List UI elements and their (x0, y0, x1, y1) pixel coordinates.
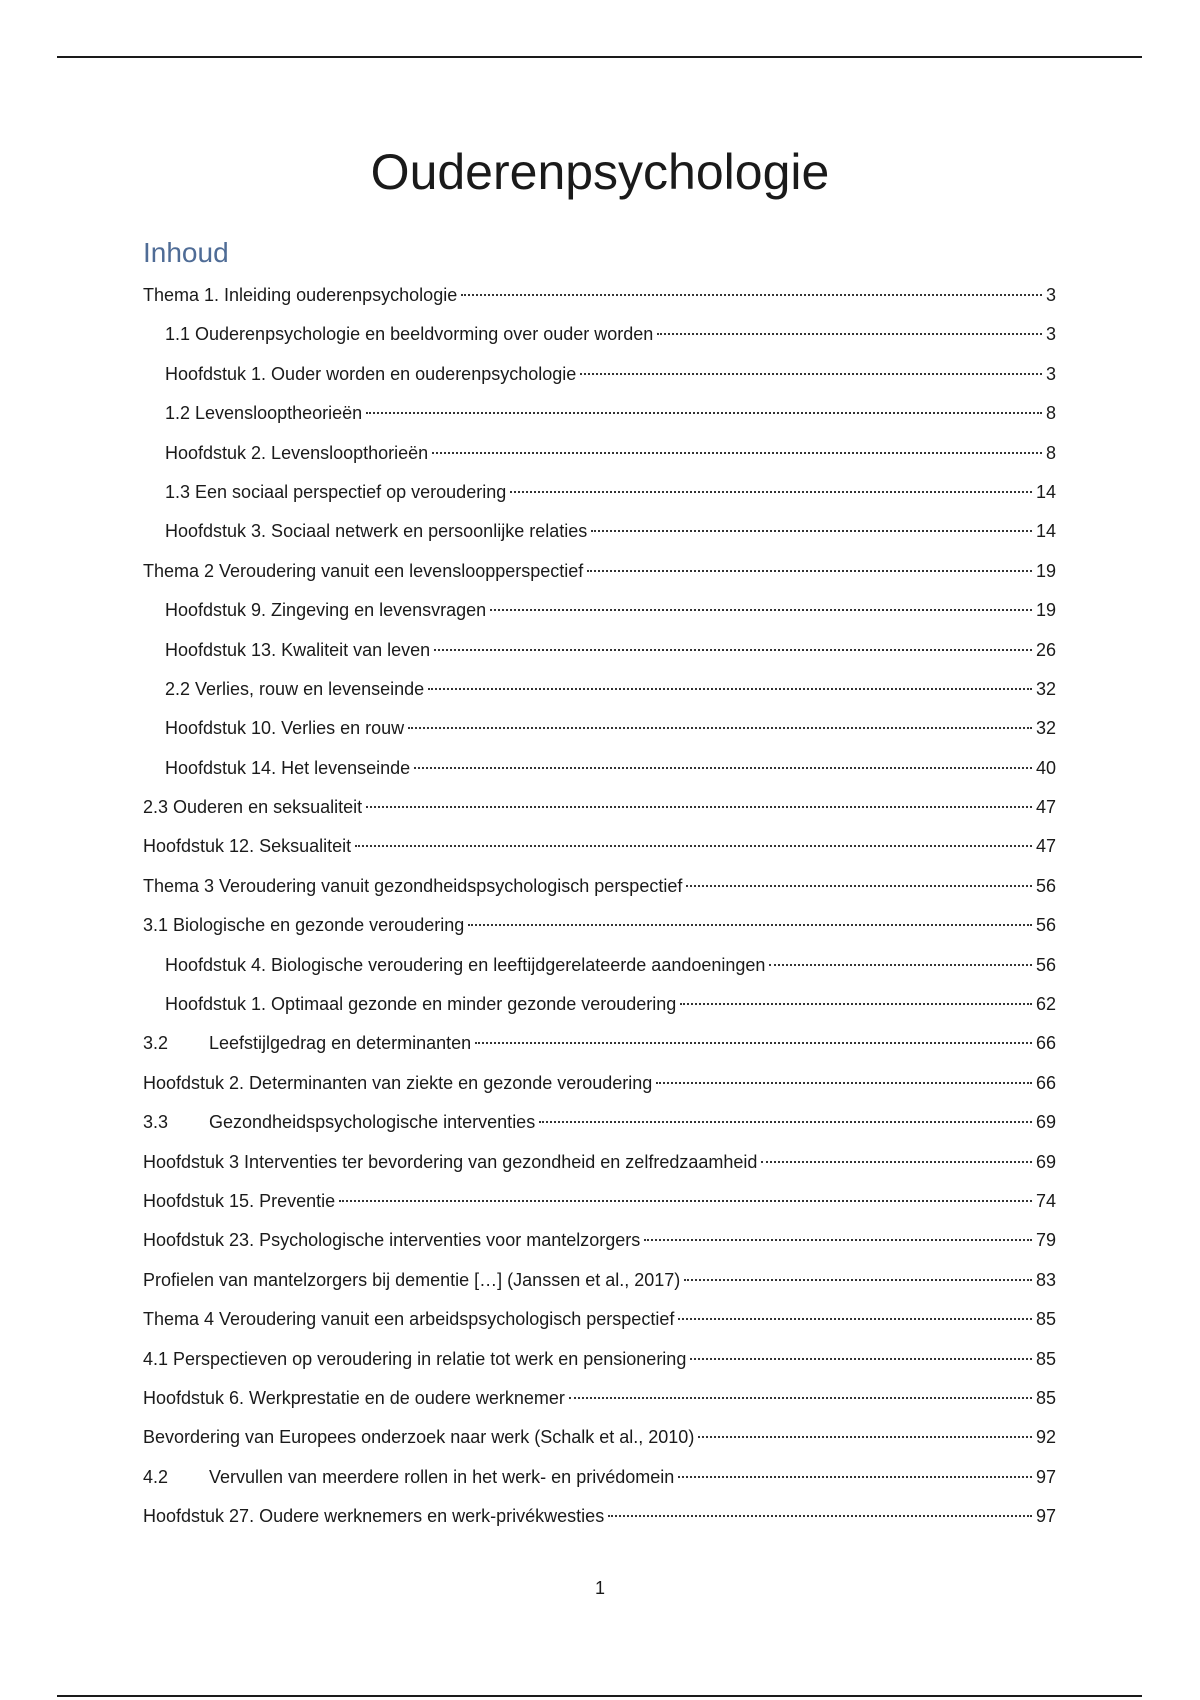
toc-entry-label (165, 591, 488, 630)
toc-entry-text: 2.2 Verlies, rouw en levenseinde (165, 678, 425, 699)
toc-entry[interactable] (143, 1497, 1056, 1536)
toc-entry-label (165, 355, 578, 394)
toc-entry-label (165, 749, 412, 788)
toc-entry-number: 3.3 (143, 1112, 169, 1133)
toc-entry[interactable] (143, 1103, 1056, 1142)
toc-dot-leader (490, 609, 1032, 611)
toc-dot-leader (461, 294, 1042, 296)
toc-entry-text: Thema 1. Inleiding ouderenpsychologie (143, 285, 458, 305)
toc-dot-leader (539, 1121, 1032, 1123)
toc-entry[interactable] (143, 749, 1056, 788)
toc-entry-page: 85 (1035, 1309, 1056, 1330)
toc-entry[interactable] (143, 985, 1056, 1024)
toc-dot-leader (366, 412, 1042, 414)
toc-entry-page: 83 (1035, 1269, 1056, 1290)
toc-entry-page: 19 (1035, 600, 1056, 621)
toc-dot-leader (432, 452, 1042, 454)
toc-entry-page: 85 (1035, 1348, 1056, 1369)
toc-entry-page: 74 (1035, 1190, 1056, 1211)
toc-heading: Inhoud (143, 237, 229, 268)
toc-entry[interactable] (143, 591, 1056, 630)
toc-entry-page: 26 (1035, 639, 1056, 660)
toc-entry-label (143, 1103, 537, 1142)
toc-dot-leader (761, 1161, 1032, 1163)
toc-entry-text: Hoofdstuk 23. Psychologische interventies voor mantelzorgers (143, 1230, 641, 1251)
toc-entry-text: Hoofdstuk 15. Preventie (143, 1190, 336, 1211)
toc-dot-leader (428, 688, 1032, 690)
toc-entry-label (143, 1143, 759, 1182)
toc-entry-page: 56 (1035, 875, 1056, 896)
toc-dot-leader (678, 1318, 1032, 1320)
toc-entry[interactable] (143, 788, 1056, 827)
toc-dot-leader (644, 1239, 1032, 1241)
toc-entry-label (143, 1458, 676, 1497)
toc-entry-text: Hoofdstuk 1. Ouder worden en ouderenpsychologie (165, 363, 577, 384)
toc-entry-text: Thema 3 Veroudering vanuit gezondheidspsychologisch perspectief (143, 875, 683, 896)
toc-entry-label (165, 315, 655, 354)
toc-entry-label (143, 1064, 654, 1103)
toc-entry-page: 32 (1035, 718, 1056, 739)
toc-entry-label (143, 788, 364, 827)
toc-entry[interactable] (143, 1024, 1056, 1063)
toc-entry-page: 56 (1035, 915, 1056, 936)
toc-dot-leader (475, 1042, 1032, 1044)
toc-entry-text: Bevordering van Europees onderzoek naar werk (Schalk et al., 2010) (143, 1427, 695, 1448)
toc-dot-leader (339, 1200, 1032, 1202)
toc-entry-page: 32 (1035, 678, 1056, 699)
toc-entry[interactable] (143, 512, 1056, 551)
toc-dot-leader (769, 964, 1032, 966)
toc-dot-leader (698, 1436, 1032, 1438)
toc-dot-leader (569, 1397, 1032, 1399)
toc-entry-page: 19 (1035, 560, 1056, 581)
toc-entry-label (165, 434, 430, 473)
toc-entry[interactable] (143, 670, 1056, 709)
toc-entry[interactable] (143, 827, 1056, 866)
toc-entry-page: 3 (1045, 363, 1056, 384)
toc-dot-leader (468, 924, 1032, 926)
toc-entry[interactable] (143, 473, 1056, 512)
toc-entry-page: 79 (1035, 1230, 1056, 1251)
toc-entry-label (143, 827, 353, 866)
toc-entry-label (165, 946, 767, 985)
toc-entry[interactable] (143, 1143, 1056, 1182)
toc-entry-text: Hoofdstuk 3 Interventies ter bevordering van gezondheid en zelfredzaamheid (143, 1151, 758, 1172)
toc-dot-leader (608, 1515, 1032, 1517)
toc-entry-page: 47 (1035, 797, 1056, 818)
toc-entry-page: 3 (1045, 324, 1056, 345)
toc-entry-label (143, 552, 585, 591)
toc-entry-page: 69 (1035, 1112, 1056, 1133)
toc-entry[interactable] (143, 709, 1056, 748)
toc-dot-leader (414, 767, 1032, 769)
toc-entry-page: 8 (1045, 403, 1056, 424)
toc-entry[interactable] (143, 1340, 1056, 1379)
footer-rule (57, 1695, 1142, 1697)
toc-entry[interactable] (143, 867, 1056, 906)
toc-dot-leader (657, 333, 1042, 335)
toc-entry-text: Hoofdstuk 1. Optimaal gezonde en minder gezonde veroudering (165, 994, 677, 1015)
toc-entry-page: 66 (1035, 1072, 1056, 1093)
toc-dot-leader (587, 570, 1032, 572)
toc-entry[interactable] (143, 1261, 1056, 1300)
toc-entry-text: Hoofdstuk 6. Werkprestatie en de oudere werknemer (143, 1387, 565, 1408)
table-of-contents (143, 276, 1056, 1537)
toc-dot-leader (355, 845, 1032, 847)
toc-entry-page: 56 (1035, 954, 1056, 975)
toc-entry-text: Hoofdstuk 27. Oudere werknemers en werk-privékwesties (143, 1506, 605, 1527)
toc-dot-leader (680, 1003, 1032, 1005)
toc-entry[interactable] (143, 946, 1056, 985)
toc-entry-label (165, 709, 406, 748)
toc-entry-text: 1.1 Ouderenpsychologie en beeldvorming over ouder worden (165, 324, 654, 345)
toc-entry-text: 4.1 Perspectieven op veroudering in relatie tot werk en pensionering (143, 1348, 687, 1369)
toc-entry-page: 92 (1035, 1427, 1056, 1448)
toc-entry[interactable] (143, 1182, 1056, 1221)
toc-entry-text: Hoofdstuk 3. Sociaal netwerk en persoonlijke relaties (165, 521, 588, 542)
toc-entry-label (143, 1300, 676, 1339)
toc-entry[interactable] (143, 552, 1056, 591)
toc-entry-text: 2.3 Ouderen en seksualiteit (143, 797, 363, 818)
toc-entry[interactable] (143, 1458, 1056, 1497)
toc-entry-text: Hoofdstuk 2. Determinanten van ziekte en gezonde veroudering (143, 1072, 653, 1093)
toc-dot-leader (510, 491, 1032, 493)
toc-entry-label (165, 631, 432, 670)
toc-entry[interactable] (143, 434, 1056, 473)
toc-entry-label (143, 1379, 567, 1418)
toc-entry[interactable] (143, 1221, 1056, 1260)
toc-entry-text: 1.2 Levenslooptheorieën (165, 403, 363, 424)
toc-dot-leader (591, 530, 1032, 532)
toc-entry[interactable] (143, 631, 1056, 670)
toc-entry-label (143, 867, 684, 906)
toc-entry-text: Leefstijlgedrag en determinanten (209, 1033, 472, 1054)
toc-entry-label (143, 1024, 473, 1063)
toc-entry-page: 40 (1035, 757, 1056, 778)
toc-entry-label (165, 394, 364, 433)
toc-entry-text: Hoofdstuk 10. Verlies en rouw (165, 718, 405, 739)
toc-entry-label (143, 1182, 337, 1221)
toc-dot-leader (580, 373, 1042, 375)
toc-entry-label (143, 1497, 606, 1536)
toc-entry-text: Thema 2 Veroudering vanuit een levensloopperspectief (143, 560, 584, 581)
toc-entry-label (143, 1221, 642, 1260)
toc-entry-text: Vervullen van meerdere rollen in het werk- en privédomein (209, 1466, 675, 1487)
toc-entry-label (165, 670, 426, 709)
toc-entry-label (143, 1418, 696, 1457)
toc-entry-label (143, 906, 466, 945)
toc-entry-text: Hoofdstuk 14. Het levenseinde (165, 757, 411, 778)
toc-entry-page: 47 (1035, 836, 1056, 857)
toc-entry-page: 14 (1035, 481, 1056, 502)
toc-entry[interactable] (143, 315, 1056, 354)
toc-entry-page: 69 (1035, 1151, 1056, 1172)
toc-entry-number: 4.2 (143, 1466, 169, 1487)
toc-entry-page: 66 (1035, 1033, 1056, 1054)
toc-entry[interactable] (143, 906, 1056, 945)
toc-dot-leader (366, 806, 1032, 808)
header-rule (57, 56, 1142, 58)
toc-entry[interactable] (143, 1064, 1056, 1103)
toc-entry-page: 14 (1035, 521, 1056, 542)
toc-entry-label (165, 985, 678, 1024)
toc-entry[interactable] (143, 1300, 1056, 1339)
toc-entry-label (143, 276, 459, 315)
toc-entry-page: 3 (1045, 285, 1056, 305)
toc-dot-leader (684, 1279, 1032, 1281)
toc-entry-text: Hoofdstuk 9. Zingeving en levensvragen (165, 600, 487, 621)
toc-entry-page: 97 (1035, 1506, 1056, 1527)
toc-entry-label (165, 473, 508, 512)
toc-entry-page: 62 (1035, 994, 1056, 1015)
page-number: 1 (594, 1578, 605, 1598)
toc-entry[interactable] (143, 394, 1056, 433)
toc-entry-page: 97 (1035, 1466, 1056, 1487)
toc-entry[interactable] (143, 276, 1056, 315)
toc-entry-label (143, 1261, 682, 1300)
toc-dot-leader (686, 885, 1032, 887)
document-title: Ouderenpsychologie (370, 144, 830, 200)
toc-dot-leader (656, 1082, 1032, 1084)
toc-entry-text: Gezondheidspsychologische interventies (209, 1112, 536, 1133)
toc-entry-text: Hoofdstuk 4. Biologische veroudering en leeftijdgerelateerde aandoeningen (165, 954, 766, 975)
toc-dot-leader (408, 727, 1032, 729)
toc-entry-text: 1.3 Een sociaal perspectief op veroudering (165, 481, 507, 502)
toc-entry[interactable] (143, 355, 1056, 394)
toc-entry-text: 3.1 Biologische en gezonde veroudering (143, 915, 465, 936)
toc-entry[interactable] (143, 1418, 1056, 1457)
toc-dot-leader (690, 1358, 1032, 1360)
toc-entry-label (143, 1340, 688, 1379)
toc-entry-text: Hoofdstuk 2. Levensloopthorieën (165, 442, 429, 463)
toc-entry[interactable] (143, 1379, 1056, 1418)
toc-entry-number: 3.2 (143, 1033, 169, 1054)
toc-entry-text: Thema 4 Veroudering vanuit een arbeidspsychologisch perspectief (143, 1309, 675, 1330)
toc-entry-label (165, 512, 589, 551)
toc-dot-leader (678, 1476, 1032, 1478)
toc-entry-text: Profielen van mantelzorgers bij dementie […] (Janssen et al., 2017) (143, 1269, 681, 1290)
toc-entry-text: Hoofdstuk 12. Seksualiteit (143, 836, 352, 857)
toc-entry-page: 8 (1045, 442, 1056, 463)
toc-entry-page: 85 (1035, 1387, 1056, 1408)
toc-entry-text: Hoofdstuk 13. Kwaliteit van leven (165, 639, 431, 660)
toc-dot-leader (434, 649, 1032, 651)
